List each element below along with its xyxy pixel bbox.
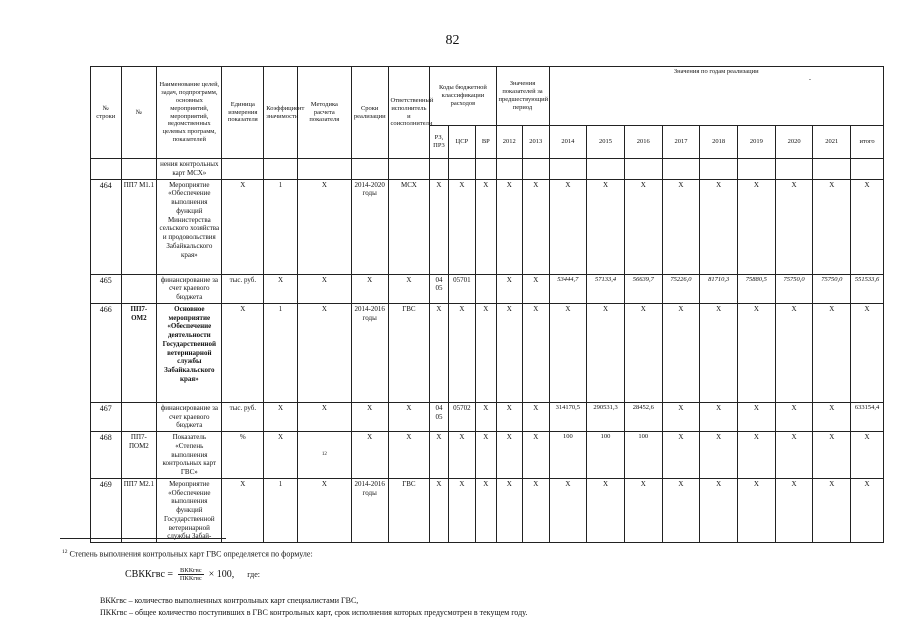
header-rz: РЗ, ПР3 — [430, 126, 448, 159]
row-value: X — [738, 179, 776, 274]
header-unit: Единица измерения показателя — [222, 67, 264, 159]
header-years-group — [549, 67, 884, 126]
header-year: 2018 — [700, 126, 738, 159]
row-2013: X — [523, 478, 550, 542]
row-value: X — [738, 402, 776, 431]
row-value: X — [549, 478, 587, 542]
row-method: X — [297, 303, 351, 402]
row-value: X — [624, 303, 662, 402]
row-value: X — [813, 478, 851, 542]
row-value: 75226,0 — [662, 274, 700, 303]
program-indicators-table — [90, 66, 884, 543]
row-value: X — [738, 303, 776, 402]
row-responsible: X — [388, 432, 430, 479]
row-coef: 1 — [264, 303, 298, 402]
header-budget-codes: Коды бюджетной классификации расходов — [430, 67, 496, 126]
row-value: X — [775, 478, 813, 542]
footnote-divider — [60, 538, 226, 539]
formula-denominator: ПККгвс — [179, 575, 202, 582]
row-value: 100 — [587, 432, 625, 479]
row-code: ПП7-ОМ2 — [121, 303, 157, 402]
formula — [125, 567, 260, 582]
header-year: 2020 — [775, 126, 813, 159]
row-value: X — [775, 303, 813, 402]
table-row — [91, 303, 884, 402]
row-unit: X — [222, 478, 264, 542]
row-value: X — [738, 432, 776, 479]
header-years-title: Значения по годам реализации — [673, 68, 759, 75]
row-terms: X — [351, 274, 388, 303]
row-unit: тыс. руб. — [222, 274, 264, 303]
row-total: X — [851, 478, 884, 542]
row-coef: 1 — [264, 179, 298, 274]
row-value: 100 — [624, 432, 662, 479]
row-value: X — [813, 402, 851, 431]
row-vr — [476, 274, 496, 303]
row-value: 290531,3 — [587, 402, 625, 431]
header-method: Методика расчета показателя — [297, 67, 351, 159]
row-code: ПП7 М2.1 — [121, 478, 157, 542]
row-method: X — [297, 402, 351, 431]
row-value: X — [813, 179, 851, 274]
footnote-mark: 12 — [62, 549, 68, 555]
row-csr: X — [448, 478, 476, 542]
row-code: ПП7-ПОМ2 — [121, 432, 157, 479]
definition-1: ВККгвс – количество выполненных контрольных карт специалистами ГВС, — [100, 596, 359, 605]
row-coef: X — [264, 432, 298, 479]
row-2013: X — [523, 274, 550, 303]
row-number: 465 — [91, 274, 122, 303]
header-prev-period: Значения показателей за предшествующий период — [496, 67, 549, 126]
row-value: 81710,3 — [700, 274, 738, 303]
row-value: X — [587, 179, 625, 274]
header-terms: Сроки реализации — [351, 67, 388, 159]
header-coef: Коэффициент значимости — [264, 67, 298, 159]
row-2012: X — [496, 274, 522, 303]
row-value: X — [662, 432, 700, 479]
row-value: X — [662, 478, 700, 542]
row-value: 75750,0 — [775, 274, 813, 303]
header-years-note: - — [808, 75, 811, 83]
row-unit: X — [222, 179, 264, 274]
row-total: X — [851, 432, 884, 479]
row-value: 56639,7 — [624, 274, 662, 303]
row-unit: X — [222, 303, 264, 402]
row-rz: X — [430, 303, 448, 402]
page-number: 82 — [445, 33, 460, 48]
row-2013: X — [523, 303, 550, 402]
header-vr: ВР — [476, 126, 496, 159]
header-year: 2016 — [624, 126, 662, 159]
row-2012: X — [496, 303, 522, 402]
row-value: 100 — [549, 432, 587, 479]
row-rz: X — [430, 478, 448, 542]
row-name: Основное мероприятие «Обеспечение деятельности Государственной ветеринарной службы Забайкальского края» — [157, 303, 222, 402]
row-responsible: ГВС — [388, 303, 430, 402]
formula-rhs: × 100, — [208, 569, 235, 580]
header-2012: 2012 — [496, 126, 522, 159]
formula-fraction — [178, 567, 204, 582]
row-value: X — [662, 402, 700, 431]
row-value: 57133,4 — [587, 274, 625, 303]
row-rz: 04 05 — [430, 274, 448, 303]
row-vr: X — [476, 432, 496, 479]
row-method-footnote-ref: 12 — [297, 432, 351, 479]
row-2013: X — [523, 432, 550, 479]
row-method: X — [297, 274, 351, 303]
formula-lhs: СВККгвс = — [125, 569, 174, 580]
table-row-continuation — [91, 159, 884, 180]
row-vr: X — [476, 402, 496, 431]
row-code — [121, 274, 157, 303]
row-value: X — [700, 179, 738, 274]
row-unit: % — [222, 432, 264, 479]
row-number: 468 — [91, 432, 122, 479]
continuation-text: нения контрольных карт МСХ» — [157, 159, 222, 180]
row-total: X — [851, 179, 884, 274]
row-2012: X — [496, 179, 522, 274]
row-value: X — [587, 478, 625, 542]
header-name: Наименование целей, задач, подпрограмм, основных мероприятий, мероприятий, ведомственных целевых программ, показателей — [157, 67, 222, 159]
row-csr: 05701 — [448, 274, 476, 303]
row-vr: X — [476, 303, 496, 402]
row-rz: X — [430, 432, 448, 479]
row-value: X — [738, 478, 776, 542]
row-value: X — [775, 402, 813, 431]
row-terms: 2014-2016 годы — [351, 478, 388, 542]
footnote — [62, 549, 313, 559]
row-rz: 04 05 — [430, 402, 448, 431]
row-2013: X — [523, 402, 550, 431]
row-csr: X — [448, 303, 476, 402]
row-code — [121, 402, 157, 431]
header-year: 2019 — [738, 126, 776, 159]
header-responsible: Ответственный исполнитель и соисполнители — [388, 67, 430, 159]
row-method: X — [297, 179, 351, 274]
row-value: X — [775, 432, 813, 479]
row-responsible: МСХ — [388, 179, 430, 274]
row-code: ПП7 М1.1 — [121, 179, 157, 274]
row-value: X — [700, 478, 738, 542]
header-year: 2017 — [662, 126, 700, 159]
row-value: 28452,6 — [624, 402, 662, 431]
row-value: X — [700, 303, 738, 402]
row-value: 75750,0 — [813, 274, 851, 303]
row-terms: X — [351, 402, 388, 431]
row-coef: X — [264, 274, 298, 303]
row-csr: X — [448, 432, 476, 479]
row-2012: X — [496, 402, 522, 431]
row-2012: X — [496, 478, 522, 542]
row-value: X — [813, 303, 851, 402]
table-row — [91, 179, 884, 274]
row-value: 53444,7 — [549, 274, 587, 303]
header-2013: 2013 — [523, 126, 550, 159]
header-csr: ЦСР — [448, 126, 476, 159]
row-value: 314170,5 — [549, 402, 587, 431]
row-value: X — [624, 478, 662, 542]
formula-where: где: — [247, 570, 260, 579]
header-year: 2021 — [813, 126, 851, 159]
row-responsible: X — [388, 402, 430, 431]
row-value: X — [549, 179, 587, 274]
row-value: X — [700, 432, 738, 479]
row-value: X — [587, 303, 625, 402]
table-row — [91, 402, 884, 431]
row-vr: X — [476, 179, 496, 274]
row-total: 551533,6 — [851, 274, 884, 303]
row-value: X — [662, 303, 700, 402]
row-number: 469 — [91, 478, 122, 542]
row-terms: X — [351, 432, 388, 479]
row-coef: 1 — [264, 478, 298, 542]
row-csr: X — [448, 179, 476, 274]
row-csr: 05702 — [448, 402, 476, 431]
table-row — [91, 274, 884, 303]
row-method: X — [297, 478, 351, 542]
row-number: 464 — [91, 179, 122, 274]
row-name: финансирование за счет краевого бюджета — [157, 274, 222, 303]
row-name: Мероприятие «Обеспечение выполнения функций Государственной ветеринарной службы Забай- — [157, 478, 222, 542]
row-value: 75880,5 — [738, 274, 776, 303]
row-unit: тыс. руб. — [222, 402, 264, 431]
row-2013: X — [523, 179, 550, 274]
row-number: 466 — [91, 303, 122, 402]
row-total: 633154,4 — [851, 402, 884, 431]
row-responsible: X — [388, 274, 430, 303]
row-rz: X — [430, 179, 448, 274]
row-coef: X — [264, 402, 298, 431]
row-terms: 2014-2020 годы — [351, 179, 388, 274]
definition-2: ПККгвс – общее количество поступивших в ГВС контрольных карт, срок исполнения которых предусмотрен в текущем году. — [100, 607, 528, 617]
row-terms: 2014-2016 годы — [351, 303, 388, 402]
row-name: финансирование за счет краевого бюджета — [157, 402, 222, 431]
header-total: итого — [851, 126, 884, 159]
table-row — [91, 432, 884, 479]
formula-definitions — [100, 595, 527, 618]
row-value: X — [700, 402, 738, 431]
header-row-no: № строки — [91, 67, 122, 159]
row-number: 467 — [91, 402, 122, 431]
row-2012: X — [496, 432, 522, 479]
row-value: X — [624, 179, 662, 274]
header-code-no: № — [121, 67, 157, 159]
row-name: Мероприятие «Обеспечение выполнения функций Министерства сельского хозяйства и продовольствия Забайкальского края» — [157, 179, 222, 274]
header-year: 2014 — [549, 126, 587, 159]
table-row — [91, 478, 884, 542]
header-year: 2015 — [587, 126, 625, 159]
row-value: X — [549, 303, 587, 402]
row-name: Показатель «Степень выполнения контрольных карт ГВС» — [157, 432, 222, 479]
row-total: X — [851, 303, 884, 402]
row-vr: X — [476, 478, 496, 542]
row-responsible: ГВС — [388, 478, 430, 542]
footnote-text: Степень выполнения контрольных карт ГВС определяется по формуле: — [69, 549, 313, 559]
row-value: X — [775, 179, 813, 274]
formula-numerator: ВККгвс — [180, 567, 202, 574]
row-value: X — [813, 432, 851, 479]
row-value: X — [662, 179, 700, 274]
